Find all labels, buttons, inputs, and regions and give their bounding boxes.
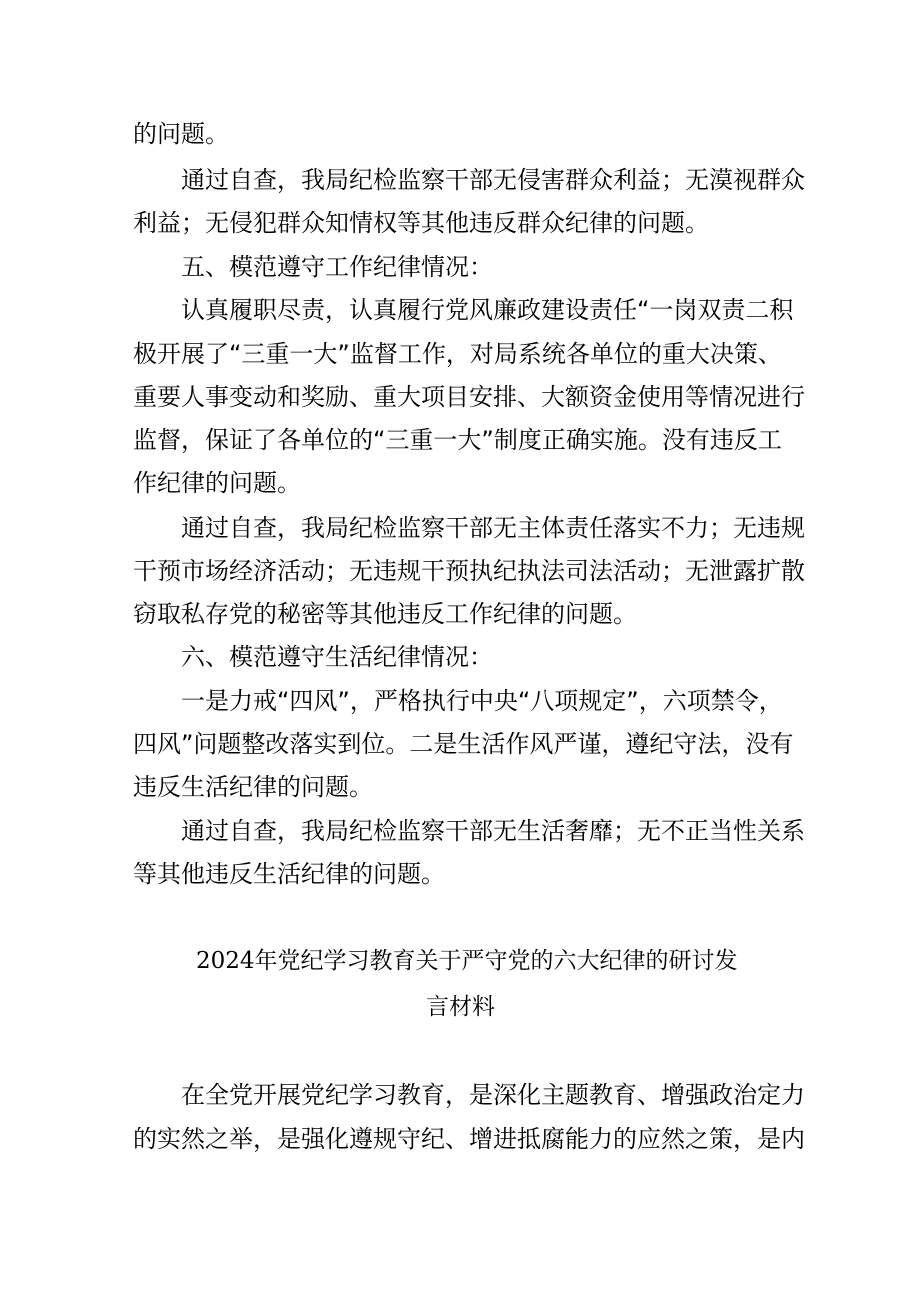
- text-line: 违反生活纪律的问题。: [133, 773, 373, 801]
- text-line: 监督，保证了各单位的“三重一大”制度正确实施。没有违反工: [133, 426, 782, 454]
- text-line: 的实然之举，是强化遵规守纪、增进抵腐能力的应然之策，是内: [133, 1125, 805, 1153]
- text-line: 的问题。: [133, 120, 229, 148]
- text-line: 在全党开展党纪学习教育，是深化主题教育、增强政治定力: [181, 1081, 805, 1109]
- text-line: 干预市场经济活动；无违规干预执纪执法司法活动；无泄露扩散: [133, 557, 805, 585]
- document-title-line-2: 言材料: [426, 994, 495, 1020]
- text-line: 窃取私存党的秘密等其他违反工作纪律的问题。: [133, 600, 637, 628]
- text-line: 四风”问题整改落实到位。二是生活作风严谨，遵纪守法，没有: [133, 730, 794, 758]
- text-line: 通过自查，我局纪检监察干部无生活奢靡；无不正当性关系: [181, 817, 805, 845]
- section-heading: 六、模范遵守生活纪律情况：: [181, 643, 493, 671]
- text-line: 利益；无侵犯群众知情权等其他违反群众纪律的问题。: [133, 209, 709, 237]
- text-line: 通过自查，我局纪检监察干部无主体责任落实不力；无违规: [181, 514, 805, 542]
- text-line: 等其他违反生活纪律的问题。: [133, 860, 445, 888]
- document-title-line-1: 2024年党纪学习教育关于严守党的六大纪律的研讨发: [196, 948, 738, 974]
- text-line: 通过自查，我局纪检监察干部无侵害群众利益；无漠视群众: [181, 166, 805, 194]
- text-line: 重要人事变动和奖励、重大项目安排、大额资金使用等情况进行: [133, 383, 805, 411]
- text-line: 认真履职尽责，认真履行党风廉政建设责任“一岗双责二积: [181, 296, 794, 324]
- text-line: 一是力戒“四风”，严格执行中央“八项规定”，六项禁令，: [181, 687, 783, 715]
- section-heading: 五、模范遵守工作纪律情况：: [181, 253, 493, 281]
- text-line: 极开展了“三重一大”监督工作，对局系统各单位的重大决策、: [133, 340, 782, 368]
- text-line: 作纪律的问题。: [133, 469, 301, 497]
